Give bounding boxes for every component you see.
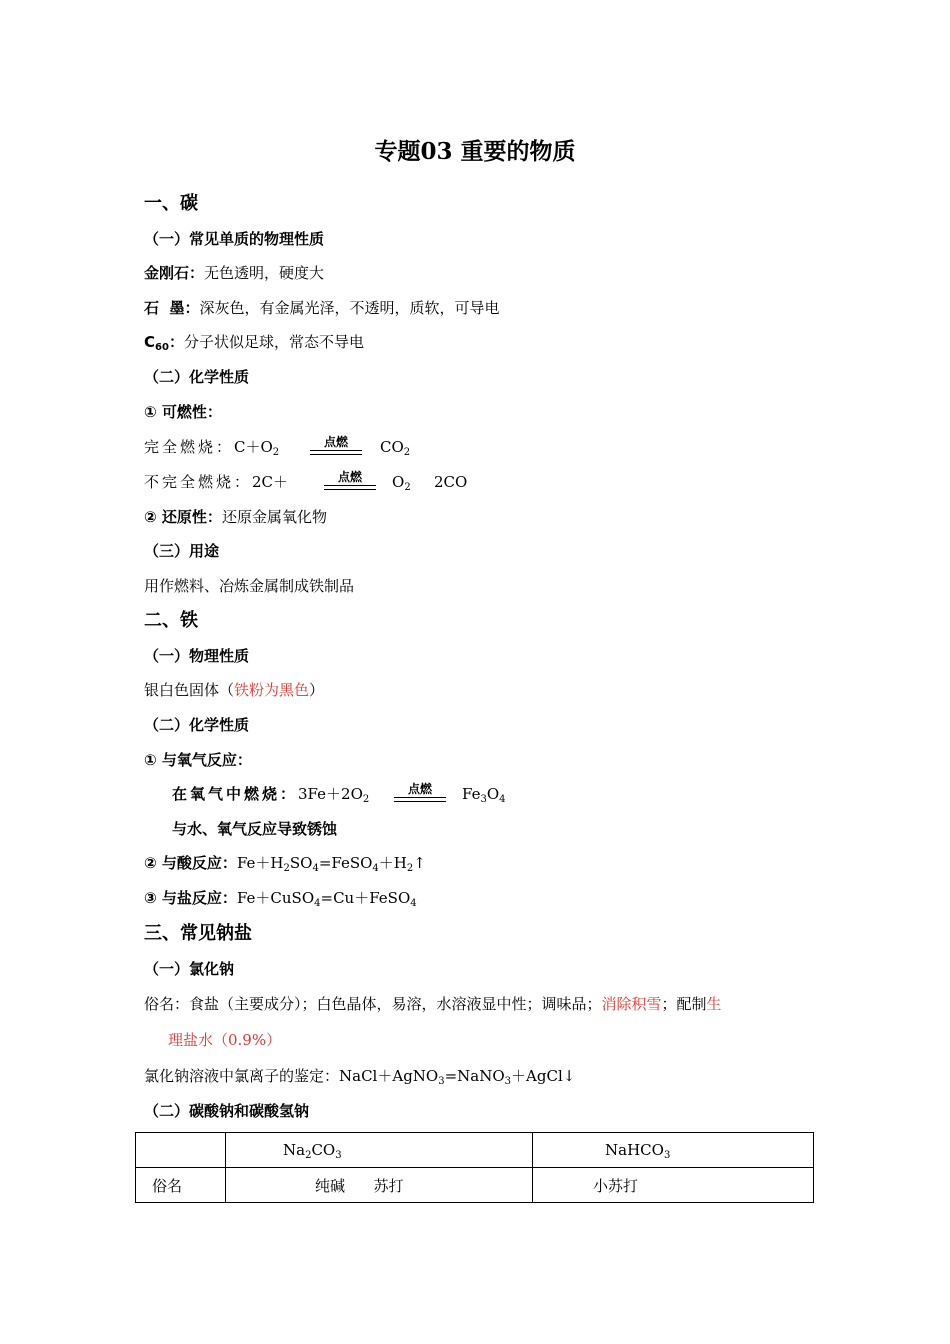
iron-burn-line: [172, 784, 369, 804]
iron-burn-right: [462, 784, 506, 804]
complete-right-sub: 2: [403, 447, 411, 458]
acid-eq-e: ↑: [413, 854, 426, 872]
table-corner-cell: [136, 1133, 226, 1168]
acid-eq-b: SO: [289, 854, 313, 872]
iron-salt-line: [144, 888, 417, 908]
nahco3-common-names: 小苏打: [533, 1168, 814, 1203]
nacl-common-line1: [144, 994, 722, 1014]
condition-ignite-1: [310, 435, 362, 459]
row-label-common-name: 俗名: [136, 1168, 226, 1203]
c60-symbol: C: [144, 333, 156, 351]
complete-combustion-label: 完全燃烧：: [144, 438, 235, 456]
nacl-saline-rest: 理盐水（0.9%）: [168, 1031, 282, 1049]
incomplete-combustion-label: 不完全燃烧：: [144, 473, 253, 491]
iron-burn-left: 3Fe＋2O: [298, 785, 363, 803]
acid-eq-sub2: 4: [312, 863, 319, 874]
condition-ignite-2: [324, 470, 376, 494]
iron-acid-line: [144, 853, 426, 873]
graphite-text: 深灰色，有金属光泽，不透明，质软，可导电: [199, 299, 500, 317]
ident-eq-d: ＋AgCl↓: [511, 1067, 576, 1085]
diamond-line: [144, 263, 324, 283]
page-title: 专题03 重要的物质: [374, 138, 576, 165]
condition-ignite-3: [394, 782, 446, 806]
complete-right-formula: CO: [380, 438, 404, 456]
incomplete-o: O: [392, 473, 405, 491]
acid-eq-sub3: 4: [372, 863, 379, 874]
c60-line: [144, 332, 364, 352]
ident-eq-c: =NaNO: [444, 1067, 505, 1085]
nacl-common-text-b: ；配制: [661, 995, 707, 1013]
iron-powder-note: 铁粉为黑色: [234, 681, 310, 699]
acid-eq-a: Fe＋H: [236, 854, 284, 872]
salt-eq-a: Fe＋CuSO: [236, 889, 315, 907]
reducing-text: 还原金属氧化物: [221, 508, 327, 526]
diamond-label: 金刚石：: [144, 264, 205, 282]
na2co3-co: CO: [311, 1141, 336, 1159]
acid-eq-d: ＋H: [378, 854, 407, 872]
carbon-physical-subheading: （一）常见单质的物理性质: [144, 230, 325, 248]
na2co3-na: Na: [283, 1141, 306, 1159]
ident-eq-b: NaCl＋AgNO: [339, 1067, 439, 1085]
incomplete-combustion-line: [144, 472, 288, 492]
condition-ignite-label: 点燃: [323, 435, 348, 449]
fe3o4-fe: Fe: [462, 785, 481, 803]
na2co3-sub2: 3: [335, 1150, 342, 1161]
nacl-saline-start: 生: [706, 995, 722, 1013]
fe3o4-sub2: 4: [499, 794, 506, 805]
iron-salt-label: ③ 与盐反应：: [144, 889, 237, 907]
table-header-row: [136, 1133, 814, 1168]
c60-text: 分子状似足球，常态不导电: [183, 333, 364, 351]
iron-burn-left-sub: 2: [362, 794, 370, 805]
c60-subscript: 60: [155, 342, 169, 353]
condition-ignite-label: 点燃: [407, 782, 432, 796]
ident-eq-sub1: 3: [438, 1076, 445, 1087]
carbonates-subheading: （二）碳酸钠和碳酸氢钠: [144, 1102, 310, 1120]
iron-rust-label: 与水、氧气反应导致锈蚀: [172, 820, 338, 838]
nahco3-sub: 3: [663, 1150, 671, 1161]
iron-chemical-subheading: （二）化学性质: [144, 716, 250, 734]
carbon-use-subheading: （三）用途: [144, 542, 220, 560]
incomplete-right: 2CO: [434, 473, 468, 491]
na2co3-common-names: 纯碱 苏打: [226, 1168, 533, 1203]
nahco3-formula: NaHCO: [605, 1141, 664, 1159]
iron-acid-label: ② 与酸反应：: [144, 854, 237, 872]
graphite-line: [144, 298, 499, 318]
salt-eq-sub2: 4: [410, 898, 417, 909]
iron-burn-label: 在氧气中燃烧：: [172, 785, 299, 803]
salt-eq-b: =Cu＋FeSO: [320, 889, 411, 907]
incomplete-o-sub: 2: [404, 482, 411, 493]
complete-left: C＋O: [234, 438, 273, 456]
iron-physical-line: [144, 680, 324, 700]
c60-colon: ：: [168, 333, 184, 351]
incomplete-o2: [392, 472, 411, 492]
section-carbon-heading: 一、碳: [144, 193, 198, 214]
complete-left-sub: 2: [272, 447, 280, 458]
chloride-ident-line: [144, 1066, 575, 1086]
section-sodium-heading: 三、常见钠盐: [144, 923, 252, 944]
iron-oxygen-label: ① 与氧气反应：: [144, 751, 252, 769]
complete-combustion-line: [144, 437, 279, 457]
reducing-label: ② 还原性：: [144, 508, 222, 526]
fe3o4-o: O: [486, 785, 500, 803]
fe3o4-sub1: 3: [480, 794, 487, 805]
iron-physical-text: 银白色固体（: [144, 681, 235, 699]
condition-ignite-label: 点燃: [337, 470, 362, 484]
flammable-label: ① 可燃性：: [144, 403, 222, 421]
ident-eq-sub2: 3: [504, 1076, 512, 1087]
nacl-snow-removal: 消除积雪: [601, 995, 662, 1013]
section-iron-heading: 二、铁: [144, 610, 198, 631]
nahco3-header-cell: [533, 1133, 814, 1168]
table-row: [136, 1168, 814, 1203]
acid-eq-sub4: 2: [406, 863, 414, 874]
na2co3-sub1: 2: [305, 1150, 312, 1161]
complete-right: [380, 437, 410, 457]
carbon-chemical-subheading: （二）化学性质: [144, 368, 250, 386]
carbonates-table: [135, 1132, 814, 1203]
reducing-line: [144, 507, 327, 527]
diamond-text: 无色透明，硬度大: [204, 264, 325, 282]
chloride-ident-label: 氯化钠溶液中氯离子的鉴定：: [144, 1067, 340, 1085]
carbon-use-text: 用作燃料、冶炼金属制成铁制品: [144, 577, 355, 595]
acid-eq-c: =FeSO: [318, 854, 373, 872]
salt-eq-sub1: 4: [314, 898, 321, 909]
na2co3-header-cell: [226, 1133, 533, 1168]
iron-physical-end: ）: [309, 681, 325, 699]
nacl-common-text-a: 俗名：食盐（主要成分）；白色晶体，易溶，水溶液显中性；调味品；: [144, 995, 602, 1013]
incomplete-left: 2C＋: [252, 473, 289, 491]
iron-physical-subheading: （一）物理性质: [144, 647, 250, 665]
nacl-subheading: （一）氯化钠: [144, 960, 235, 978]
graphite-label: 石 墨：: [144, 299, 200, 317]
acid-eq-sub1: 2: [283, 863, 290, 874]
